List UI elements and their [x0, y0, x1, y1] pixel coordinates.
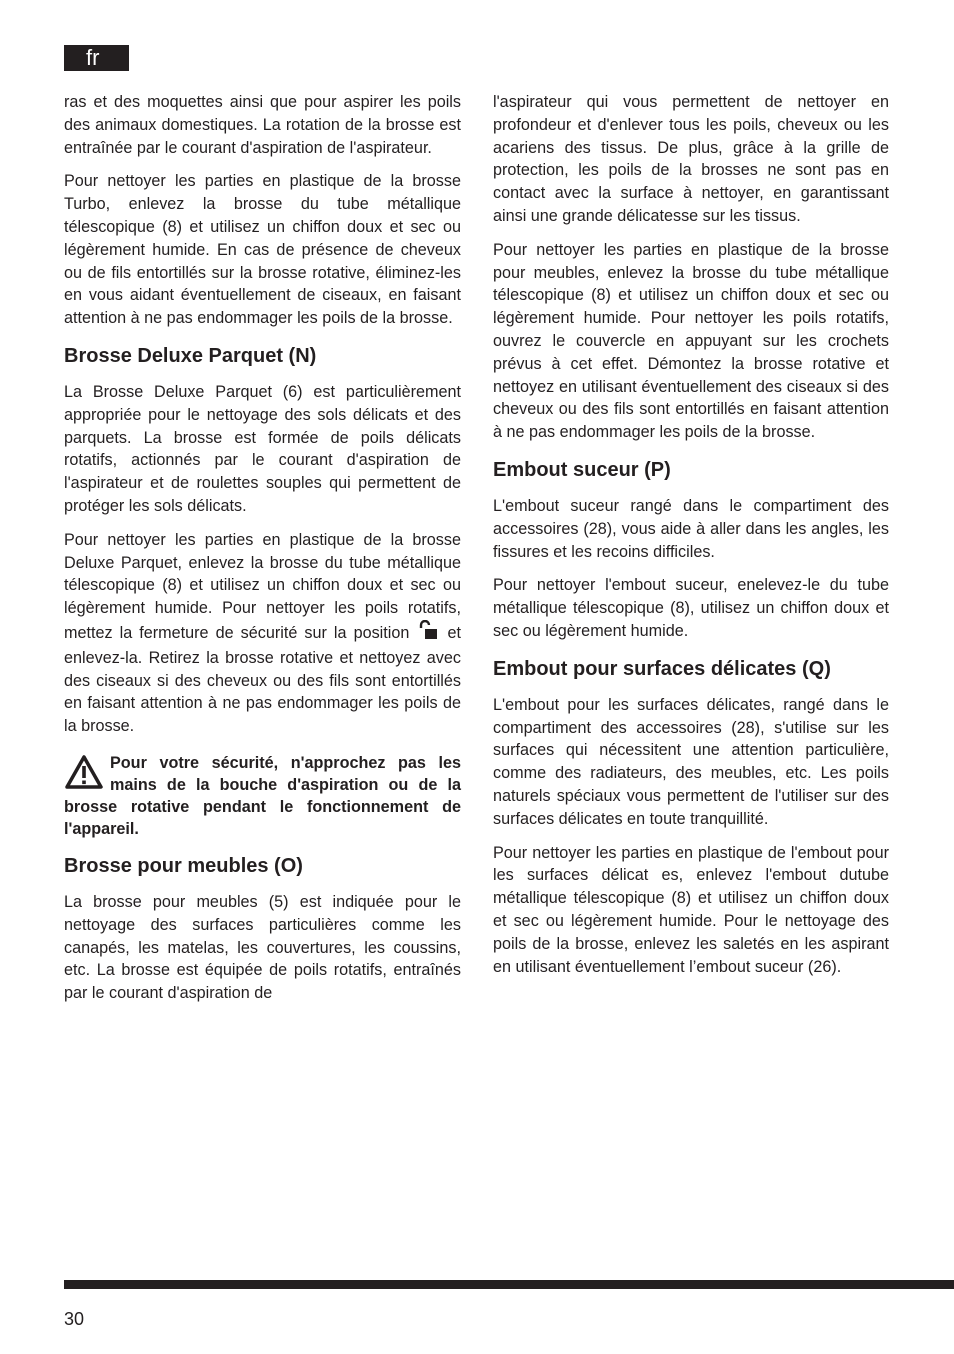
paragraph: La Brosse Deluxe Parquet (6) est particulièrement appropriée pour le nettoyage des sols délicats et des parquets. La brosse est formée de poils délicats rotatifs, actionnés par le courant d'aspiration de l'aspirateur et de roulettes souples qui permettent de protéger les sols délicats.: [64, 382, 461, 515]
language-badge: fr: [64, 45, 129, 71]
warning-triangle-icon: [64, 754, 104, 790]
section-heading-meubles: Brosse pour meubles (O): [64, 854, 303, 877]
paragraph: L'embout suceur rangé dans le compartiment des accessoires (28), vous aide à aller dans les angles, les fissures et les recoins difficiles.: [493, 496, 889, 561]
unlock-icon: [418, 620, 438, 647]
safety-warning: [64, 752, 461, 840]
section-heading-parquet: Brosse Deluxe Parquet (N): [64, 344, 317, 367]
paragraph: Pour nettoyer les parties en plastique de la brosse pour meubles, enlevez la brosse du tube métallique télescopique (8) et utilisez un chiffon doux et sec ou légèrement humide. Pour nettoyer les poils rotatifs, ouvrez le couvercle en appuyant sur les crochets prévus à cet effet. Démontez la brosse rotative et nettoyez en utilisant éventuellement des ciseaux si des cheveux ou des fils sont entortillés en faisant attention à ne pas endommager les poils de la brosse.: [493, 240, 889, 442]
page-number: 30: [64, 1309, 85, 1329]
paragraph: Pour nettoyer l'embout suceur, enelevez-le du tube métallique télescopique (8), utilisez un chiffon doux et sec ou légèrement humide.: [493, 576, 889, 640]
paragraph: Pour nettoyer les parties en plastique de la brosse Turbo, enlevez la brosse du tube métallique télescopique (8) et utilisez un chiffon doux et sec ou légèrement humide. En cas de présence de cheveux ou de fils entortillés sur la brosse rotative, éliminez-les en vous aidant éventuellement de ciseaux, en faisant attention à ne pas endommager les poils de la brosse.: [64, 172, 461, 328]
paragraph: Pour nettoyer les parties en plastique de l'embout pour les surfaces délicat es, enlevez l'embout dutube métallique télescopique (8) et utilisez un chiffon doux et sec ou légèrement humide. Pour le nettoyage des poils de la brosse, enlevez les saletés en les aspirant en utilisant éventuellement l’embout suceur (26).: [493, 843, 889, 976]
paragraph: l'aspirateur qui vous permettent de nettoyer en profondeur et d'enlever tous les poils, cheveux ou les acariens des tissus. De plus, grâce à la grille de protection, les poils de la brosses ne sont pas en contact avec la surface à nettoyer, en garantissant ainsi une grande délicatesse sur les tissus.: [493, 93, 889, 225]
paragraph: L'embout pour les surfaces délicates, rangé dans le compartiment des accessoires (28), s'utilise sur les surfaces qui nécessitent une attention particulière, comme des radiateurs, des meubles, etc. Les poils naturels spéciaux vous permettent de l'utiliser sur des surfaces délicates en toute tranquillité.: [493, 695, 889, 828]
right-column: [493, 91, 889, 989]
paragraph: La brosse pour meubles (5) est indiquée pour le nettoyage des surfaces particulières comme les canapés, les matelas, les couvertures, les coussins, etc. La brosse est équipée de poils rotatifs, entraînés par le courant d'aspiration de: [64, 892, 461, 1003]
left-column: [64, 91, 461, 1016]
section-heading-delicates: Embout pour surfaces délicates (Q): [493, 657, 831, 680]
footer-rule: [64, 1280, 954, 1289]
paragraph-part: et enlevez-la. Retirez la brosse rotative et nettoyez avec des ciseaux si des cheveux ou des fils sont entortillés en faisant attention à ne pas endommager les poils de la brosse.: [64, 623, 462, 736]
paragraph-with-lock: [64, 529, 461, 738]
warning-text: Pour votre sécurité, n'approchez pas les mains de la bouche d'aspiration ou de la brosse rotative pendant le fonctionnement de l'appareil.: [64, 753, 461, 838]
paragraph: ras et des moquettes ainsi que pour aspirer les poils des animaux domestiques. La rotation de la brosse est entraînée par le courant d'aspiration de l'aspirateur.: [64, 93, 461, 157]
section-heading-suceur: Embout suceur (P): [493, 458, 671, 481]
paragraph-part: Pour nettoyer les parties en plastique de la brosse Deluxe Parquet, enlevez la brosse du tube métallique télescopique (8) et utilisez un chiffon doux et sec ou légèrement humide. Pour nettoyer les poils rotatifs, mettez la fermeture de sécurité sur la position: [64, 530, 461, 642]
